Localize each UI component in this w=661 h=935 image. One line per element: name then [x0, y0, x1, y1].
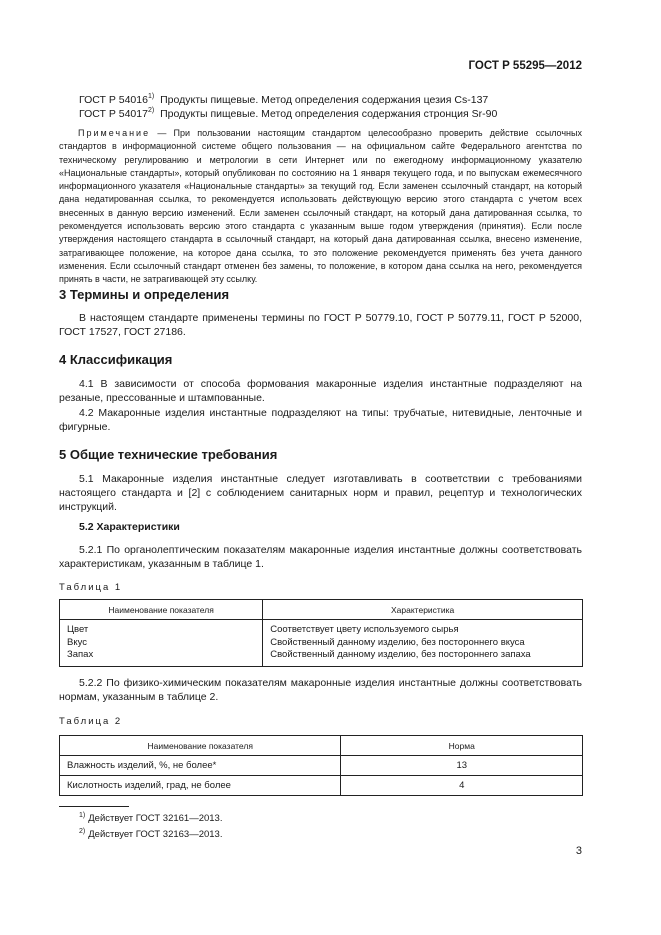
- paragraph: 4.2 Макаронные изделия инстантные подразделяют на типы: трубчатые, нитевидные, ленточные и фигурные.: [59, 407, 582, 434]
- section-heading: 5 Общие технические требования: [59, 447, 278, 462]
- table-cell: Влажность изделий, %, не более*: [60, 756, 341, 776]
- note-paragraph: [59, 127, 582, 287]
- section-heading: 4 Классификация: [59, 352, 173, 367]
- indicator-name: Вкус: [67, 636, 87, 648]
- table-row: [60, 776, 583, 796]
- note-label: Примечание: [78, 128, 151, 138]
- paragraph: 5.2.2 По физико-химическим показателям макаронные изделия инстантные должны соответствовать нормам, указанным в таблице 2.: [59, 677, 582, 704]
- table-cell: [60, 620, 263, 667]
- indicator-characteristic: Соответствует цвету используемого сырья: [270, 624, 459, 635]
- physicochemical-table: [59, 735, 583, 796]
- table-cell: 13: [341, 756, 583, 776]
- organoleptic-table: [59, 599, 583, 667]
- table-cell: Кислотность изделий, град, не более: [60, 776, 341, 796]
- paragraph: В настоящем стандарте применены термины по ГОСТ Р 50779.10, ГОСТ Р 50779.11, ГОСТ Р 52000, ГОСТ 17527, ГОСТ 27186.: [59, 312, 582, 339]
- document-header-id: ГОСТ Р 55295—2012: [468, 60, 582, 72]
- reference-title: Продукты пищевые. Метод определения содержания цезия Cs-137: [160, 94, 489, 106]
- indicator-name: Цвет: [67, 624, 89, 635]
- footnote: [79, 829, 222, 840]
- page-number: 3: [575, 845, 582, 857]
- footnote-text: Действует ГОСТ 32161—2013.: [88, 813, 223, 824]
- subsection-heading: 5.2 Характеристики: [79, 521, 180, 533]
- table-cell: [263, 620, 583, 667]
- reference-code: ГОСТ Р 54017: [79, 108, 148, 120]
- footnote-mark: 2): [79, 828, 86, 835]
- column-header: Наименование показателя: [60, 600, 263, 620]
- paragraph: 5.2.1 По органолептическим показателям макаронные изделия инстантные должны соответствовать характеристикам, указанным в таблице 1.: [59, 544, 582, 571]
- footnote-mark: 2): [147, 107, 155, 114]
- reference-code: ГОСТ Р 54016: [79, 94, 148, 106]
- table-row: [60, 756, 583, 776]
- table-header-row: [60, 600, 583, 620]
- note-text: — При пользовании настоящим стандартом целесообразно проверить действие ссылочных стандартов в информационной системе общего пользования — на официальном сайте Федерального агентства по техническому регулированию и метрологии в сети Интернет или по ежегодному информационному указателю «Национальные стандарты», который опубликован по состоянию на 1 января текущего года, и по выпускам ежемесячного информационного указателя «Национальные стандарты» за текущий год. Если заменен ссылочный стандарт, на который дана недатированная ссылка, то рекомендуется использовать действующую версию этого стандарта с учетом всех внесенных в данную версию изменений. Если заменен ссылочный стандарт, на который дана датированная ссылка, то рекомендуется использовать версию этого стандарта с указанным выше годом утверждения (принятия). Если после утверждения настоящего стандарта в ссылочный стандарт, на который дана датированная ссылка, внесено изменение, затрагивающее положение, на которое дана ссылка, то это положение рекомендуется применять без учета данного изменения. Если ссылочный стандарт отменен без замены, то положение, в котором дана ссылка на него, рекомендуется принять в части, не затрагивающей эту ссылку.: [59, 128, 582, 285]
- footnote-mark: 1): [79, 812, 86, 819]
- footnote: [79, 813, 222, 824]
- table-row: [60, 620, 583, 667]
- paragraph: 5.1 Макаронные изделия инстантные следует изготавливать в соответствии с требованиями настоящего стандарта и [2] с соблюдением санитарных норм и правил, рецептур и технологических инструкций.: [59, 473, 582, 514]
- paragraph: 4.1 В зависимости от способа формования макаронные изделия инстантные подразделяют на резаные, прессованные и штампованные.: [59, 378, 582, 405]
- reference-title: Продукты пищевые. Метод определения содержания стронция Sr-90: [160, 108, 498, 120]
- indicator-characteristic: Свойственный данному изделию, без постороннего вкуса: [270, 636, 525, 648]
- column-header: Норма: [341, 736, 583, 756]
- footnote-text: Действует ГОСТ 32163—2013.: [88, 829, 223, 840]
- footnote-mark: 1): [147, 93, 155, 100]
- indicator-characteristic: Свойственный данному изделию, без постороннего запаха: [270, 649, 531, 660]
- table-caption: Таблица 1: [59, 582, 123, 593]
- footnote-divider: [59, 806, 129, 807]
- table-header-row: [60, 736, 583, 756]
- table-caption: Таблица 2: [59, 716, 123, 727]
- reference-item: [79, 93, 488, 107]
- column-header: Характеристика: [263, 600, 583, 620]
- reference-item: [79, 107, 497, 121]
- column-header: Наименование показателя: [60, 736, 341, 756]
- indicator-name: Запах: [67, 649, 94, 660]
- section-heading: 3 Термины и определения: [59, 287, 230, 302]
- table-cell: 4: [341, 776, 583, 796]
